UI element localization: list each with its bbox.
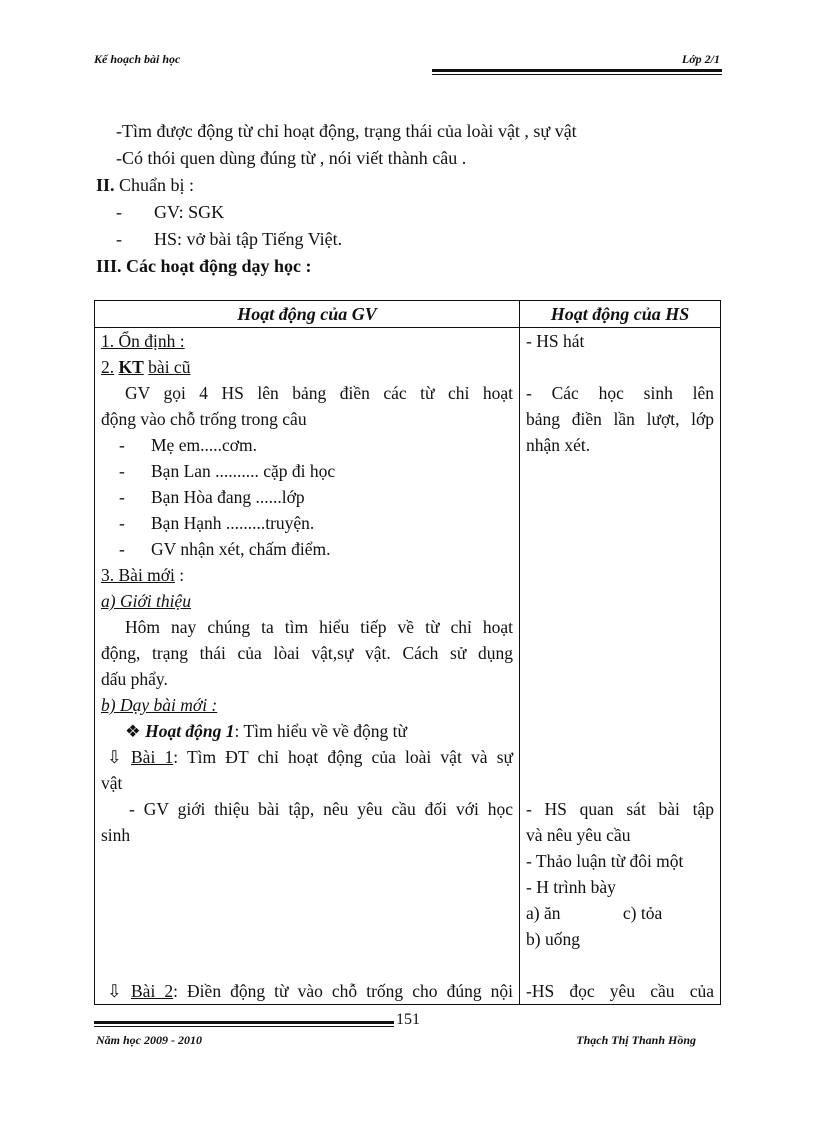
prep-item-1-text: GV: SGK: [154, 202, 225, 222]
exercise-1-text: : Tìm ĐT chỉ hoạt động của loài vật và sự: [173, 747, 513, 767]
spacer: [101, 848, 513, 978]
exercise-2-line: [101, 978, 513, 1004]
student-read-request: -HS đọc yêu cầu của: [526, 981, 714, 1001]
exercise-sentence-4: - Bạn Hạnh .........truyện.: [119, 513, 315, 533]
step-3-new-lesson: [101, 562, 513, 588]
answer-c: c) tỏa: [622, 903, 663, 923]
prep-item-1: - GV: SGK: [116, 202, 225, 222]
activity-1-label: Hoạt động 1: [145, 721, 235, 741]
student-response-1-line-3: nhận xét.: [526, 435, 591, 455]
exercise-sentence-4-text: Bạn Hạnh .........truyện.: [151, 513, 315, 533]
student-sing: - HS hát: [526, 331, 585, 351]
section-3-number: III.: [96, 256, 122, 276]
step-3-title: 3. Bài mới: [101, 565, 175, 585]
teacher-intro-line-2: sinh: [101, 825, 131, 845]
activity-1-line: [101, 718, 513, 744]
diamond-bullet-icon: ❖: [125, 721, 141, 741]
column-header-teacher: Hoạt động của GV: [95, 301, 520, 328]
header-lesson-plan-title: Kế hoạch bài học: [94, 52, 181, 66]
section-activities-heading: [96, 253, 726, 280]
step-2-number: 2.: [101, 357, 115, 377]
header-rule-thick: [432, 69, 722, 72]
lesson-intro: [96, 118, 726, 280]
step-2-instruction-line-1: GV gọi 4 HS lên bảng điền các từ chỉ hoạt: [125, 383, 513, 403]
answer-line-a-c: [526, 900, 714, 926]
exercise-1-line-2: vật: [101, 773, 123, 793]
column-header-student: Hoạt động của HS: [520, 301, 721, 328]
section-2-title: Chuẩn bị :: [119, 175, 195, 195]
step-3-colon: :: [179, 565, 185, 585]
section-3-title: Các hoạt động dạy học :: [126, 256, 312, 276]
footer-teacher-name: Thạch Thị Thanh Hồng: [576, 1033, 696, 1047]
introduction-line-2: động, trạng thái của lòai vật,sự vật. Cách sử dụng: [101, 643, 513, 663]
exercise-sentence-2-text: Bạn Lan .......... cặp đi học: [151, 461, 336, 481]
student-activities-cell: [520, 328, 721, 1005]
teacher-grading-note: - GV nhận xét, chấm điểm.: [119, 539, 331, 559]
teacher-intro-line-1: - GV giới thiệu bài tập, nêu yêu cầu đối với học: [129, 799, 513, 819]
down-arrow-icon: ⇩: [107, 747, 122, 767]
exercise-1-label: Bài 1: [131, 747, 174, 767]
introduction-line-3: dấu phẩy.: [101, 669, 168, 689]
page-number: 151: [396, 1011, 420, 1028]
exercise-sentence-1-text: Mẹ em.....cơm.: [151, 435, 257, 455]
step-2-instruction-line-2: động vào chỗ trống trong câu: [101, 409, 307, 429]
student-pair-discussion: - Thảo luận từ đôi một: [526, 851, 684, 871]
step-2-title: bài cũ: [148, 357, 191, 377]
objective-1: -Tìm được động từ chỉ hoạt động, trạng thái của loài vật , sự vật: [116, 121, 577, 141]
header-rule-thin: [432, 74, 722, 75]
subsection-b-new-lesson: b) Dạy bài mới :: [101, 695, 218, 715]
table-header-row: [95, 301, 721, 328]
table-body-row: [95, 328, 721, 1005]
student-response-1-line-2: bảng điền lần lượt, lớp: [526, 409, 714, 429]
student-present: - H trình bày: [526, 877, 616, 897]
step-2-kt: KT: [118, 357, 144, 377]
subsection-a-introduction: a) Giới thiệu: [101, 591, 192, 611]
answer-a: a) ăn: [526, 903, 561, 923]
exercise-sentence-1: - Mẹ em.....cơm.: [119, 435, 257, 455]
footer-rule-thin: [94, 1026, 394, 1027]
header-class-label: Lớp 2/1: [681, 52, 720, 66]
exercise-2-label: Bài 2: [131, 981, 174, 1001]
footer-school-year: Năm học 2009 - 2010: [96, 1033, 202, 1047]
exercise-sentence-3: - Bạn Hòa đang ......lớp: [119, 487, 305, 507]
teacher-grading-note-text: GV nhận xét, chấm điểm.: [151, 539, 331, 559]
down-arrow-icon: ⇩: [107, 981, 122, 1001]
objective-2: -Có thói quen dùng đúng từ , nói viết thành câu .: [116, 148, 467, 168]
activity-table: [94, 300, 721, 1005]
student-observe-line-1: - HS quan sát bài tập: [526, 799, 714, 819]
teacher-activities-cell: [95, 328, 520, 1005]
introduction-line-1: Hôm nay chúng ta tìm hiểu tiếp về từ chỉ hoạt: [125, 617, 513, 637]
student-response-1-line-1: - Các học sinh lên: [526, 383, 714, 403]
prep-item-2-text: HS: vở bài tập Tiếng Việt.: [154, 229, 343, 249]
section-2-number: II.: [96, 175, 115, 195]
exercise-2-text: : Điền động từ vào chỗ trống cho đúng nội: [173, 981, 513, 1001]
activity-1-text: : Tìm hiểu về về động từ: [234, 721, 408, 741]
exercise-sentence-3-text: Bạn Hòa đang ......lớp: [151, 487, 305, 507]
step-2-old-lesson-check: [101, 354, 513, 380]
step-1-stabilize: 1. Ổn định :: [101, 331, 185, 351]
student-observe-line-2: và nêu yêu cầu: [526, 825, 631, 845]
section-preparation-heading: [96, 172, 726, 199]
prep-item-2: - HS: vở bài tập Tiếng Việt.: [116, 229, 343, 249]
answer-b: b) uống: [526, 929, 580, 949]
footer-rule-thick: [94, 1021, 394, 1024]
exercise-1-line-1: [101, 744, 513, 770]
exercise-sentence-2: - Bạn Lan .......... cặp đi học: [119, 461, 336, 481]
